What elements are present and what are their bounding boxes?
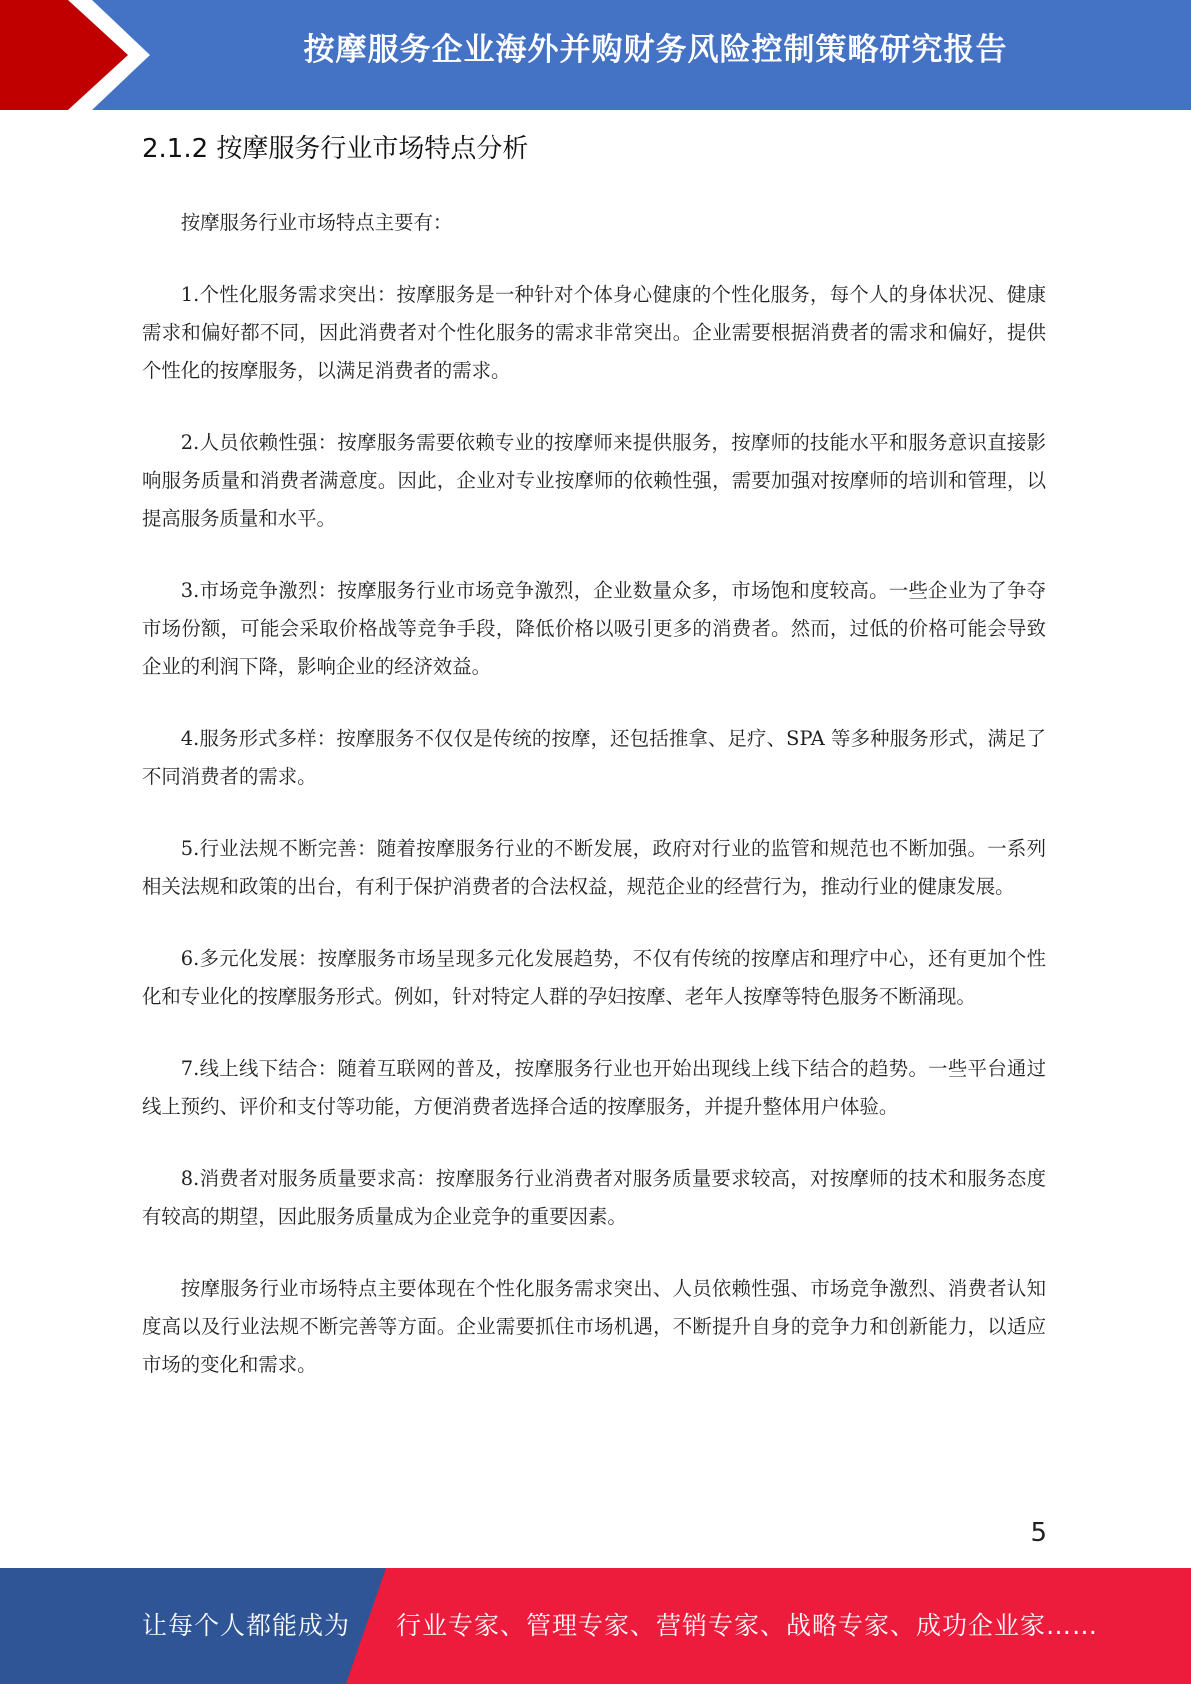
header-arrow-decoration <box>0 0 160 110</box>
point-2-paragraph: 2.人员依赖性强：按摩服务需要依赖专业的按摩师来提供服务，按摩师的技能水平和服务意识直接影响服务质量和消费者满意度。因此，企业对专业按摩师的依赖性强，需要加强对按摩师的培训和管理，以提高服务质量和水平。 <box>142 431 1046 530</box>
point-7-paragraph: 7.线上线下结合：随着互联网的普及，按摩服务行业也开始出现线上线下结合的趋势。一些平台通过线上预约、评价和支付等功能，方便消费者选择合适的按摩服务，并提升整体用户体验。 <box>142 1057 1046 1118</box>
page-number: 5 <box>1030 1518 1047 1548</box>
point-5-paragraph: 5.行业法规不断完善：随着按摩服务行业的不断发展，政府对行业的监管和规范也不断加强。一系列相关法规和政策的出台，有利于保护消费者的合法权益，规范企业的经营行为，推动行业的健康发展。 <box>142 837 1046 898</box>
point-4-paragraph: 4.服务形式多样：按摩服务不仅仅是传统的按摩，还包括推拿、足疗、SPA 等多种服务形式，满足了不同消费者的需求。 <box>142 727 1046 788</box>
point-6-paragraph: 6.多元化发展：按摩服务市场呈现多元化发展趋势，不仅有传统的按摩店和理疗中心，还有更加个性化和专业化的按摩服务形式。例如，针对特定人群的孕妇按摩、老年人按摩等特色服务不断涌现。 <box>142 947 1046 1008</box>
section-heading: 2.1.2 按摩服务行业市场特点分析 <box>142 134 529 164</box>
footer-banner <box>0 1568 1191 1684</box>
body-content <box>142 204 1046 1418</box>
point-3-paragraph: 3.市场竞争激烈：按摩服务行业市场竞争激烈，企业数量众多，市场饱和度较高。一些企业为了争夺市场份额，可能会采取价格战等竞争手段，降低价格以吸引更多的消费者。然而，过低的价格可能会导致企业的利润下降，影响企业的经济效益。 <box>142 579 1046 678</box>
footer-slogan-left: 让每个人都能成为 <box>142 1611 351 1640</box>
point-1-paragraph: 1.个性化服务需求突出：按摩服务是一种针对个体身心健康的个性化服务，每个人的身体状况、健康需求和偏好都不同，因此消费者对个性化服务的需求非常突出。企业需要根据消费者的需求和偏好，提供个性化的按摩服务，以满足消费者的需求。 <box>142 283 1046 382</box>
summary-paragraph: 按摩服务行业市场特点主要体现在个性化服务需求突出、人员依赖性强、市场竞争激烈、消费者认知度高以及行业法规不断完善等方面。企业需要抓住市场机遇，不断提升自身的竞争力和创新能力，以适应市场的变化和需求。 <box>142 1277 1046 1376</box>
footer-slogan-right: 行业专家、管理专家、营销专家、战略专家、成功企业家…… <box>396 1611 1099 1640</box>
point-8-paragraph: 8.消费者对服务质量要求高：按摩服务行业消费者对服务质量要求较高，对按摩师的技术和服务态度有较高的期望，因此服务质量成为企业竞争的重要因素。 <box>142 1167 1046 1228</box>
report-title: 按摩服务企业海外并购财务风险控制策略研究报告 <box>303 32 1008 68</box>
header-banner <box>0 0 1191 110</box>
intro-paragraph: 按摩服务行业市场特点主要有： <box>180 211 453 234</box>
